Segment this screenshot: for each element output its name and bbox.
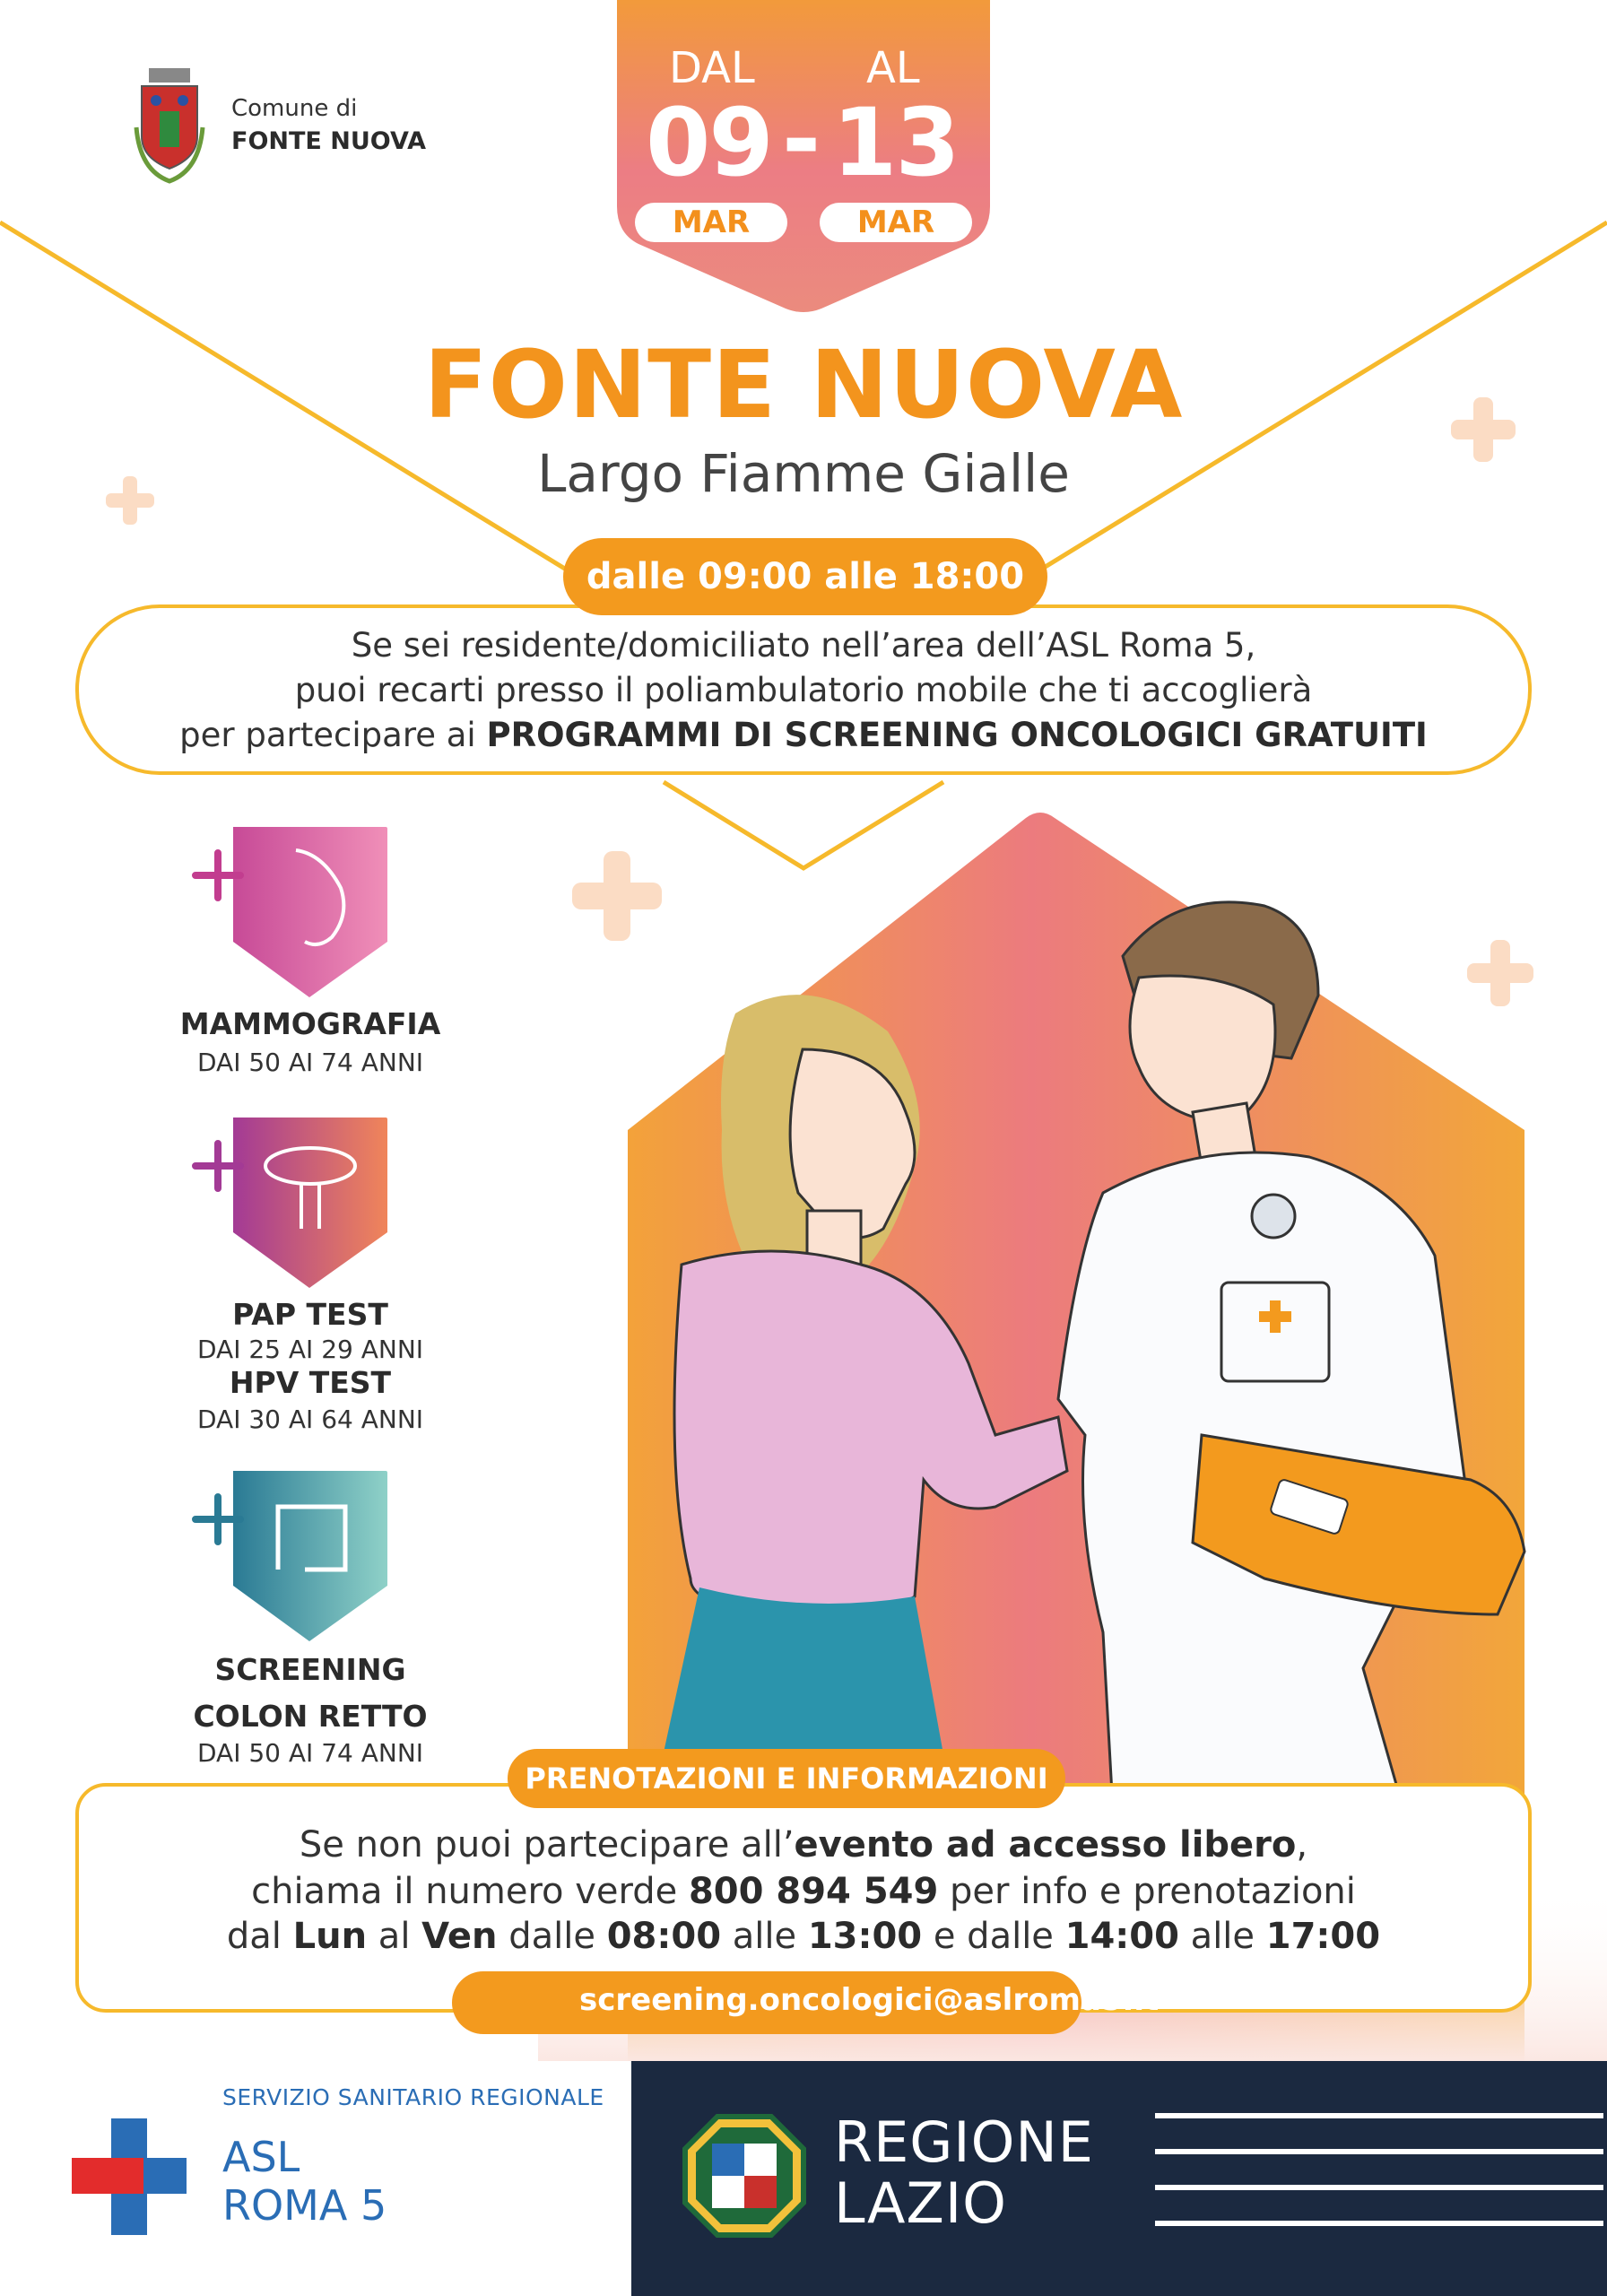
info-line-3 — [0, 1916, 1607, 1957]
info-2a: chiama il numero verde — [251, 1871, 689, 1912]
info-3f: 08:00 — [606, 1916, 722, 1957]
asl-name-line-1: ASL — [222, 2133, 300, 2181]
hpv-test-title: HPV TEST — [229, 1365, 392, 1400]
footer-regione — [631, 2061, 1607, 2296]
mammografia-age: DAI 50 AI 74 ANNI — [196, 1048, 424, 1077]
info-1c: , — [1296, 1824, 1308, 1866]
month-start: MAR — [635, 203, 787, 242]
phone-number[interactable]: 800 894 549 — [688, 1871, 939, 1912]
asl-cross-icon — [72, 2118, 187, 2235]
date-from-label: DAL — [669, 43, 755, 93]
mammografia-title: MAMMOGRAFIA — [179, 1006, 441, 1041]
pap-test-age: DAI 25 AI 29 ANNI — [196, 1335, 424, 1364]
regione-line-1: REGIONE — [834, 2109, 1094, 2175]
intro-line-3 — [0, 716, 1607, 754]
info-3i: e dalle — [922, 1916, 1065, 1957]
colon-age: DAI 50 AI 74 ANNI — [196, 1738, 424, 1768]
info-1a: Se non puoi partecipare all’ — [299, 1824, 795, 1866]
info-3b: Lun — [292, 1916, 368, 1957]
info-3h: 13:00 — [807, 1916, 923, 1957]
info-line-1 — [0, 1824, 1607, 1866]
info-3l: 17:00 — [1265, 1916, 1381, 1957]
booking-title: PRENOTAZIONI E INFORMAZIONI — [508, 1749, 1065, 1808]
address: Largo Fiamme Gialle — [537, 443, 1070, 504]
pap-test-badge — [195, 1118, 387, 1288]
info-line-2 — [0, 1871, 1607, 1912]
asl-name-line-2: ROMA 5 — [222, 2181, 387, 2230]
intro-line-2: puoi recarti presso il poliambulatorio mobile che ti accoglierà — [294, 671, 1313, 709]
comune-label: Comune di — [231, 95, 358, 122]
coat-of-arms-icon — [133, 65, 206, 190]
info-3e: dalle — [497, 1916, 607, 1957]
colon-title-line-1: SCREENING — [214, 1652, 406, 1687]
day-end: 13 — [832, 88, 959, 197]
info-3j: 14:00 — [1064, 1916, 1179, 1957]
intro-line-1: Se sei residente/domiciliato nell’area dell’ASL Roma 5, — [351, 626, 1256, 665]
intro-line-3-bold: PROGRAMMI DI SCREENING ONCOLOGICI GRATUITI — [486, 716, 1428, 754]
ssr-label: SERVIZIO SANITARIO REGIONALE — [222, 2084, 604, 2110]
comune-name: FONTE NUOVA — [231, 127, 426, 155]
regione-stripes — [1155, 2113, 1603, 2248]
mammografia-badge — [195, 827, 387, 997]
info-3a: dal — [226, 1916, 293, 1957]
date-separator: - — [782, 84, 820, 194]
colon-badge — [195, 1471, 387, 1641]
info-3g: alle — [721, 1916, 808, 1957]
info-3c: al — [367, 1916, 422, 1957]
info-1b: evento ad accesso libero — [794, 1824, 1297, 1866]
day-start: 09 — [646, 88, 772, 197]
info-2c: per info e prenotazioni — [938, 1871, 1356, 1912]
regione-emblem-icon — [682, 2113, 807, 2239]
hpv-test-age: DAI 30 AI 64 ANNI — [196, 1405, 424, 1434]
info-3d: Ven — [421, 1916, 498, 1957]
city-title: FONTE NUOVA — [423, 330, 1184, 439]
email-link[interactable]: screening.oncologici@aslroma5.it — [579, 1982, 1160, 2018]
date-to-label: AL — [866, 43, 920, 93]
intro-line-3-prefix: per partecipare ai — [179, 716, 487, 754]
pap-test-title: PAP TEST — [232, 1297, 388, 1332]
colon-title-line-2: COLON RETTO — [193, 1699, 428, 1734]
month-end: MAR — [820, 203, 972, 242]
info-3k: alle — [1178, 1916, 1266, 1957]
regione-line-2: LAZIO — [834, 2170, 1007, 2236]
hours-badge: dalle 09:00 alle 18:00 — [563, 538, 1047, 615]
